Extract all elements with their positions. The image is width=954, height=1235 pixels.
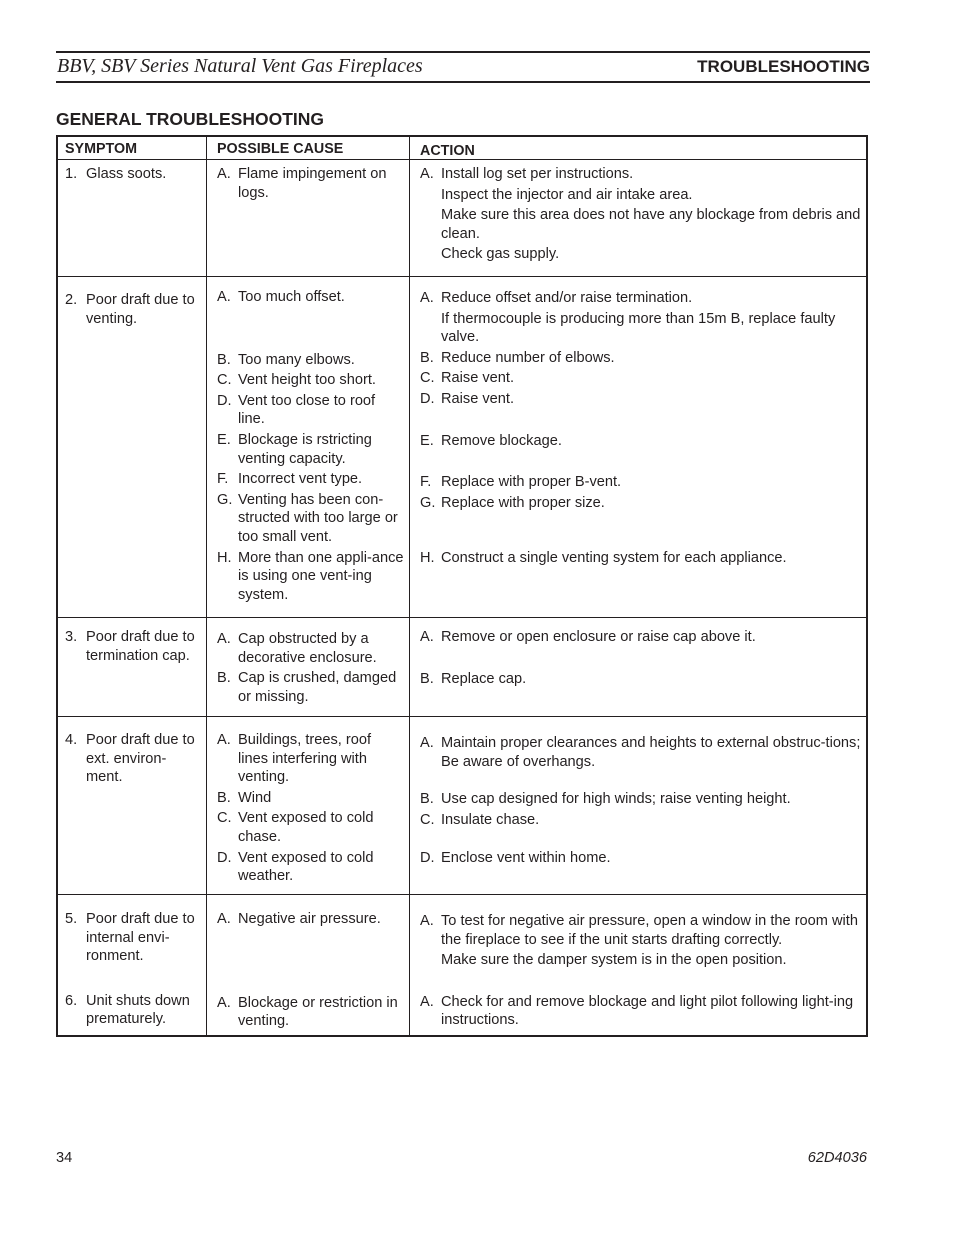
- action-label: B.: [420, 791, 434, 808]
- action-text: Reduce offset and/or raise termination.: [441, 290, 693, 306]
- action-label: A.: [420, 290, 434, 306]
- cause-text: Venting has been con-structed with too large or too small vent.: [238, 491, 398, 545]
- symptom-number: 5.: [65, 911, 78, 927]
- troubleshooting-table: [56, 135, 868, 1037]
- cause-text: Incorrect vent type.: [238, 471, 363, 488]
- symptom-number: 2.: [65, 292, 78, 308]
- cause-text: Too many elbows.: [238, 351, 355, 368]
- symptom-number: 4.: [65, 732, 78, 748]
- document-title: BBV, SBV Series Natural Vent Gas Fireplaces: [57, 55, 423, 77]
- page-number: 34: [56, 1150, 73, 1166]
- cause-text: Flame impingement on logs.: [238, 166, 387, 201]
- action-label: G.: [420, 494, 436, 511]
- action-text: Check for and remove blockage and light pilot following light-ing instructions.: [441, 993, 854, 1029]
- action-text: Replace cap.: [441, 670, 527, 687]
- action-text: Raise vent.: [441, 390, 515, 407]
- cause-text: More than one appli-ance is using one vent-ing system.: [238, 549, 404, 603]
- action-label: H.: [420, 550, 435, 567]
- cause-text: Blockage or restriction in venting.: [238, 994, 398, 1030]
- symptom-cell: [58, 277, 207, 617]
- action-text: If thermocouple is producing more than 15m B, replace faulty valve.: [441, 310, 836, 346]
- cause-label: D.: [217, 392, 232, 409]
- action-text: Construct a single venting system for each appliance.: [441, 550, 787, 567]
- action-text: Enclose vent within home.: [441, 850, 611, 867]
- cause-label: A.: [217, 289, 231, 305]
- action-cell: [410, 895, 866, 1035]
- symptom-number: 1.: [65, 166, 78, 182]
- cause-text: Vent exposed to cold weather.: [238, 849, 374, 885]
- action-label: D.: [420, 850, 435, 867]
- symptom-number: 6.: [65, 992, 78, 1009]
- action-note: Inspect the injector and air intake area.: [441, 186, 693, 203]
- cause-label: A.: [217, 631, 231, 647]
- action-label: B.: [420, 349, 434, 366]
- action-cell: [410, 618, 866, 716]
- cause-label: A.: [217, 994, 231, 1011]
- action-label: F.: [420, 474, 432, 491]
- cause-text: Wind: [238, 789, 272, 806]
- document-code: 62D4036: [807, 1150, 867, 1166]
- action-cell: [410, 717, 866, 894]
- cause-cell: [207, 277, 410, 617]
- action-text: Insulate chase.: [441, 811, 540, 828]
- section-title: GENERAL TROUBLESHOOTING: [56, 109, 325, 129]
- cause-label: F.: [217, 471, 229, 488]
- cause-label: E.: [217, 431, 231, 448]
- action-label: A.: [420, 629, 434, 645]
- action-cell: [410, 277, 866, 617]
- action-note: Make sure this area does not have any blockage from debris and clean.: [441, 207, 861, 242]
- col-header-cause: POSSIBLE CAUSE: [207, 137, 410, 159]
- action-text: Reduce number of elbows.: [441, 349, 615, 366]
- action-text: Use cap designed for high winds; raise venting height.: [441, 791, 791, 808]
- cause-label: C.: [217, 810, 232, 827]
- symptom-text: Poor draft due to termination cap.: [86, 629, 195, 664]
- symptom-text: Poor draft due to ext. environ-ment.: [86, 732, 195, 786]
- cause-cell: [207, 160, 410, 276]
- cause-text: Blockage is rstricting venting capacity.: [238, 431, 372, 467]
- table-row: [58, 160, 866, 277]
- action-label: C.: [420, 370, 435, 387]
- cause-text: Vent too close to roof line.: [238, 392, 376, 428]
- symptom-text: Poor draft due to venting.: [86, 292, 195, 327]
- action-label: E.: [420, 432, 434, 449]
- header-rule-top: [56, 51, 870, 53]
- cause-cell: [207, 618, 410, 716]
- table-row: [58, 277, 866, 618]
- symptom-text: Glass soots.: [86, 166, 167, 182]
- table-row: [58, 895, 866, 1035]
- action-text: Remove or open enclosure or raise cap above it.: [441, 629, 756, 645]
- symptom-cell: [58, 618, 207, 716]
- action-label: A.: [420, 993, 434, 1010]
- action-label: A.: [420, 735, 434, 751]
- header-rule-bottom: [56, 81, 870, 83]
- cause-label: A.: [217, 166, 231, 182]
- cause-text: Vent height too short.: [238, 372, 376, 389]
- action-text: Maintain proper clearances and heights to external obstruc-tions; Be aware of overhangs.: [441, 735, 861, 770]
- symptom-text: Poor draft due to internal envi-ronment.: [86, 911, 195, 965]
- cause-label: H.: [217, 549, 232, 566]
- symptom-number: 3.: [65, 629, 78, 645]
- symptom-cell: [58, 895, 207, 1035]
- action-text: Remove blockage.: [441, 432, 562, 449]
- action-text: Raise vent.: [441, 370, 515, 387]
- cause-text: Cap is crushed, damged or missing.: [238, 670, 397, 705]
- action-label: [420, 951, 441, 970]
- cause-text: Cap obstructed by a decorative enclosure.: [238, 631, 377, 666]
- cause-text: Too much offset.: [238, 289, 345, 305]
- table-row: [58, 717, 866, 895]
- cause-cell: [207, 717, 410, 894]
- action-text: To test for negative air pressure, open a window in the room with the fireplace to see if the unit starts drafting correctly.: [441, 913, 858, 948]
- cause-text: Vent exposed to cold chase.: [238, 810, 374, 845]
- cause-label: B.: [217, 670, 231, 687]
- action-label: D.: [420, 390, 435, 407]
- symptom-text: Unit shuts down prematurely.: [86, 992, 190, 1028]
- cause-label: B.: [217, 351, 231, 368]
- symptom-cell: [58, 717, 207, 894]
- col-header-action: ACTION: [420, 143, 475, 159]
- cause-label: G.: [217, 491, 233, 508]
- cause-label: D.: [217, 849, 232, 866]
- cause-text: Negative air pressure.: [238, 911, 381, 927]
- action-cell: [410, 160, 866, 276]
- table-header-row: [58, 137, 866, 160]
- action-label: A.: [420, 166, 434, 182]
- cause-text: Buildings, trees, roof lines interfering with venting.: [238, 732, 372, 786]
- action-label: [420, 310, 441, 347]
- cause-label: A.: [217, 732, 231, 748]
- cause-label: A.: [217, 911, 231, 927]
- action-note: Check gas supply.: [441, 246, 560, 263]
- action-text: Replace with proper B-vent.: [441, 474, 622, 491]
- action-text: Make sure the damper system is in the open position.: [441, 952, 787, 969]
- action-label: C.: [420, 811, 435, 828]
- col-header-symptom: SYMPTOM: [58, 137, 207, 159]
- action-label: A.: [420, 913, 434, 929]
- action-text: Replace with proper size.: [441, 494, 605, 511]
- cause-label: B.: [217, 789, 231, 806]
- symptom-cell: [58, 160, 207, 276]
- table-row: [58, 618, 866, 717]
- action-text: Install log set per instructions.: [441, 166, 634, 182]
- cause-label: C.: [217, 372, 232, 389]
- cause-cell: [207, 895, 410, 1035]
- action-label: B.: [420, 670, 434, 687]
- section-label: TROUBLESHOOTING: [697, 57, 870, 76]
